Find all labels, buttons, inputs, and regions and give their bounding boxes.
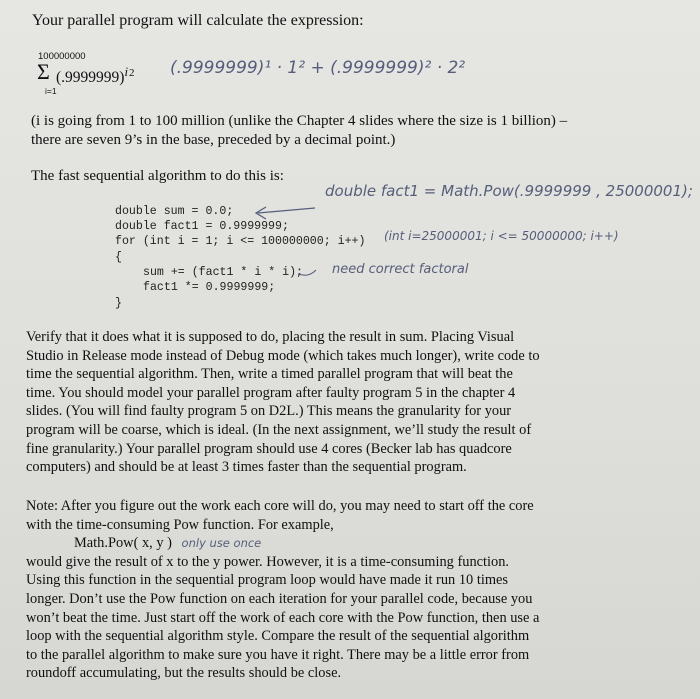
handwritten-need-factorial: need correct factoral bbox=[332, 262, 469, 277]
note-line: Using this function in the sequential program loop would have made it run 10 times bbox=[26, 572, 509, 589]
note-line: roundoff accumulating, but the results should be close. bbox=[26, 665, 342, 682]
note-line-1: (i is going from 1 to 100 million (unlike the Chapter 4 slides where the size is 1 billion) – bbox=[31, 113, 568, 129]
verify-line: fine granularity.) Your parallel program should use 4 cores (Becker lab has quadcore bbox=[26, 440, 512, 457]
note-line: loop with the sequential algorithm style. Compare the result of the sequential algorithm bbox=[26, 628, 530, 645]
verify-line: Studio in Release mode instead of Debug mode (which takes much longer), write code to bbox=[26, 347, 540, 364]
note-line: to the parallel algorithm to make sure you have it right. There may be a little error from bbox=[26, 646, 530, 663]
note-line: longer. Don’t use the Pow function on each iteration for your parallel code, because you bbox=[26, 590, 533, 607]
verify-line: program will be coarse, which is ideal. (In the next assignment, we’ll study the result of bbox=[26, 421, 532, 438]
code-line: double sum = 0.0; bbox=[115, 205, 234, 218]
note-line: with the time-consuming Pow function. For example, bbox=[26, 516, 334, 533]
verify-paragraph bbox=[26, 328, 626, 477]
note-line: won’t beat the time. Just start off the work of each core with the Pow function, then use a bbox=[26, 609, 540, 626]
pow-example: Math.Pow( x, y ) bbox=[74, 535, 172, 552]
verify-line: Verify that it does what it is supposed to do, placing the result in sum. Placing Visual bbox=[26, 329, 515, 345]
note-line: would give the result of x to the y power. However, it is a time-consuming function. bbox=[26, 553, 510, 570]
verify-line: time. You should model your parallel program after faulty program 5 in the chapter 4 bbox=[26, 384, 516, 401]
note-line-2: there are seven 9’s in the base, preceded by a decimal point.) bbox=[31, 132, 396, 148]
sum-exp-power: 2 bbox=[129, 67, 135, 79]
sum-exp-base: i bbox=[124, 64, 129, 79]
sum-lower-limit: i=1 bbox=[45, 86, 57, 96]
handwritten-double-fact: double fact1 = Math.Pow(.9999999 , 25000001); bbox=[325, 182, 693, 200]
note-section bbox=[26, 497, 626, 683]
fast-algo-heading: The fast sequential algorithm to do this is: bbox=[31, 168, 284, 184]
code-line: fact1 *= 0.9999999; bbox=[143, 281, 276, 294]
verify-line: computers) and should be at least 3 times faster than the sequential program. bbox=[26, 459, 467, 476]
handwritten-loop-range: (int i=25000001; i <= 50000000; i++) bbox=[384, 229, 619, 243]
sigma-symbol: Σ bbox=[37, 59, 50, 84]
handwritten-only-once: only use once bbox=[181, 536, 262, 551]
note-line: Note: After you figure out the work each core will do, you may need to start off the core bbox=[26, 498, 534, 514]
code-line: double fact1 = 0.9999999; bbox=[115, 220, 289, 233]
verify-line: slides. (You will find faulty program 5 on D2L.) This means the granularity for your bbox=[26, 403, 512, 420]
code-line: for (int i = 1; i <= 100000000; i++) bbox=[115, 235, 366, 248]
verify-line: time the sequential algorithm. Then, write a timed parallel program that will beat the bbox=[26, 366, 513, 383]
heading: Your parallel program will calculate the expression: bbox=[32, 12, 364, 29]
handwritten-expansion: (.9999999)¹ · 1² + (.9999999)² · 2² bbox=[170, 58, 466, 78]
sum-upper-limit: 100000000 bbox=[38, 51, 86, 62]
code-line: { bbox=[115, 251, 122, 264]
sum-base: (.9999999) bbox=[56, 69, 125, 87]
code-line: sum += (fact1 * i * i); bbox=[143, 266, 304, 279]
code-line: } bbox=[115, 297, 122, 310]
pow-example-line bbox=[26, 534, 626, 553]
